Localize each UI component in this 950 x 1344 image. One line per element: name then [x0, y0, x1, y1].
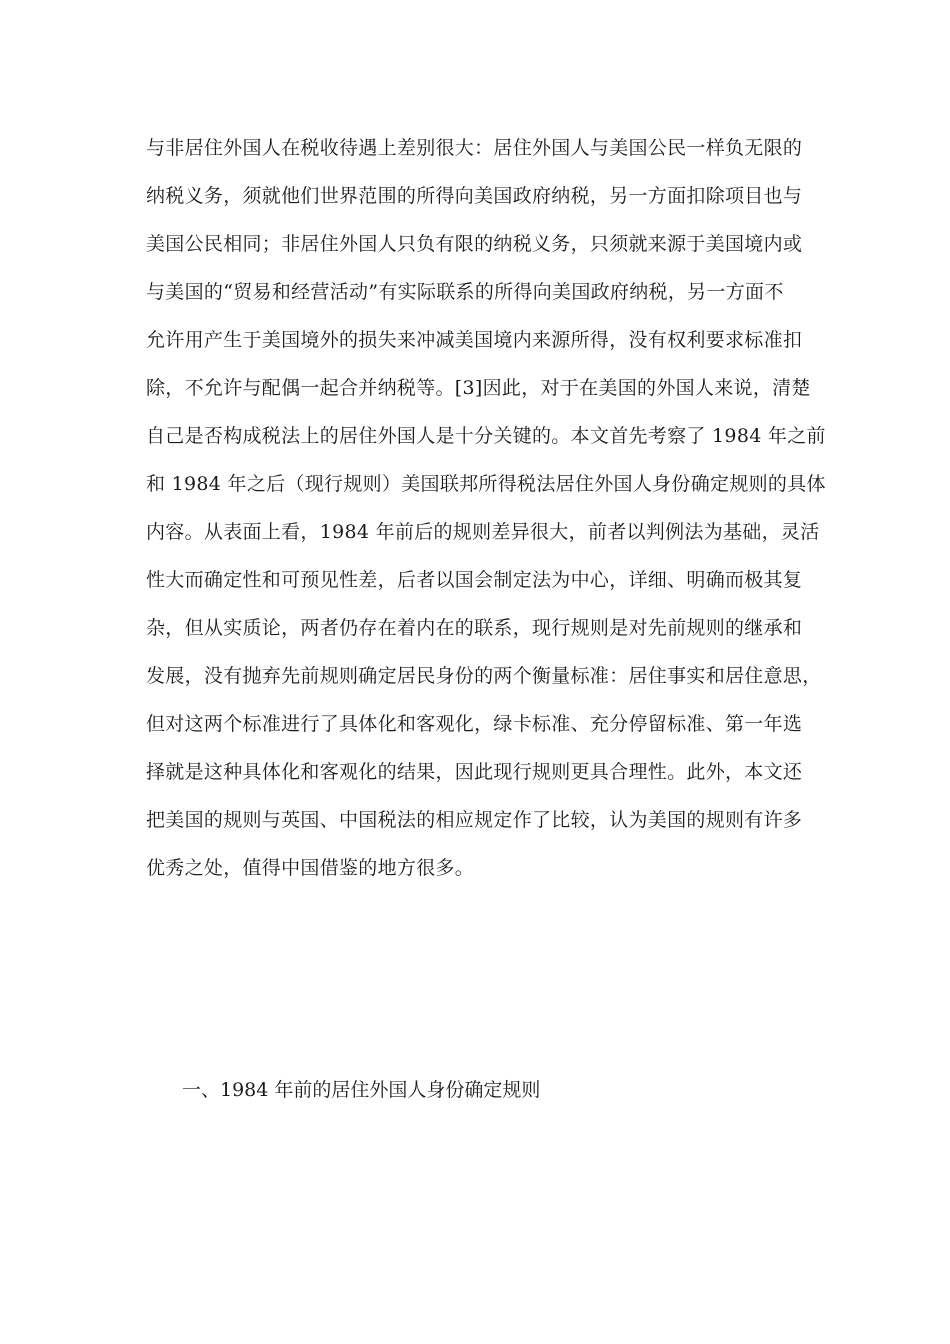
paragraph-line: 内容。从表面上看，1984 年前后的规则差异很大，前者以判例法为基础，灵活 — [146, 521, 820, 543]
paragraph-line: 发展，没有抛弃先前规则确定居民身份的两个衡量标准：居住事实和居住意思， — [146, 665, 822, 687]
paragraph-line: 优秀之处，值得中国借鉴的地方很多。 — [146, 857, 475, 879]
paragraph-line: 纳税义务，须就他们世界范围的所得向美国政府纳税，另一方面扣除项目也与 — [146, 185, 803, 207]
paragraph-line: 杂，但从实质论，两者仍存在着内在的联系，现行规则是对先前规则的继承和 — [146, 617, 803, 639]
paragraph-line: 与非居住外国人在税收待遇上差别很大：居住外国人与美国公民一样负无限的 — [146, 137, 803, 159]
paragraph-line: 与美国的“贸易和经营活动”有实际联系的所得向美国政府纳税，另一方面不 — [146, 281, 784, 303]
paragraph-line: 自己是否构成税法上的居住外国人是十分关键的。本文首先考察了 1984 年之前 — [146, 425, 826, 447]
paragraph-line: 择就是这种具体化和客观化的结果，因此现行规则更具合理性。此外，本文还 — [146, 761, 803, 783]
paragraph-line: 允许用产生于美国境外的损失来冲减美国境内来源所得，没有权利要求标准扣 — [146, 329, 803, 351]
paragraph-line: 但对这两个标准进行了具体化和客观化，绿卡标准、充分停留标准、第一年选 — [146, 713, 803, 735]
abstract-paragraph — [146, 128, 826, 896]
paragraph-line: 除，不允许与配偶一起合并纳税等。[3]因此，对于在美国的外国人来说，清楚 — [146, 377, 811, 399]
paragraph-line: 把美国的规则与英国、中国税法的相应规定作了比较，认为美国的规则有许多 — [146, 809, 803, 831]
paragraph-line: 性大而确定性和可预见性差，后者以国会制定法为中心，详细、明确而极其复 — [146, 569, 803, 591]
paragraph-line: 和 1984 年之后（现行规则）美国联邦所得税法居住外国人身份确定规则的具体 — [146, 473, 826, 495]
paragraph-line: 美国公民相同；非居住外国人只负有限的纳税义务，只须就来源于美国境内或 — [146, 233, 803, 255]
section-heading: 一、1984 年前的居住外国人身份确定规则 — [182, 1079, 541, 1101]
